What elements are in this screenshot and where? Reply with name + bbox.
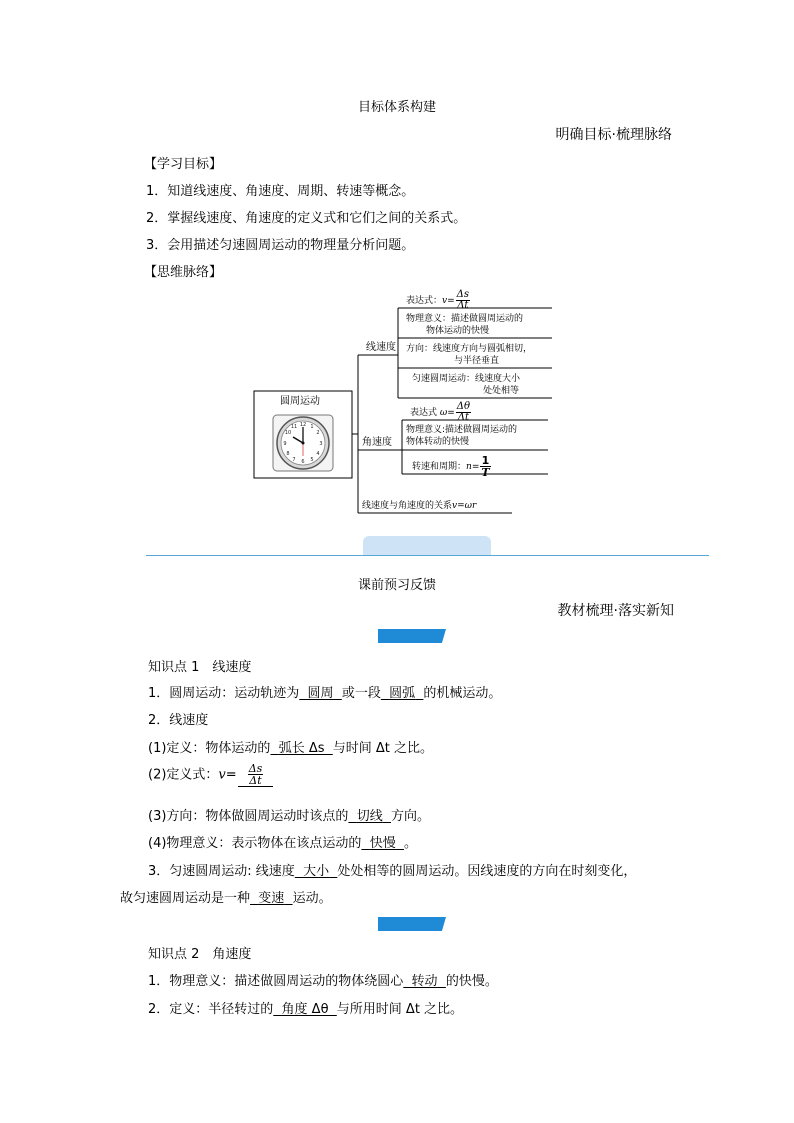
expr-lhs: ω <box>439 408 448 418</box>
fill-blank: 切线 <box>356 809 383 824</box>
svg-text:11: 11 <box>290 424 298 430</box>
fill-blank: 变速 <box>258 891 285 906</box>
svg-text:4: 4 <box>316 451 320 457</box>
svg-text:2: 2 <box>316 430 320 436</box>
kp2-line-1: 1．物理意义：描述做圆周运动的物体绕圆心 转动 的快慢。 <box>148 974 498 989</box>
mindmap-lines <box>0 0 794 560</box>
kp1-line-5: (3)方向：物体做圆周运动时该点的 切线 方向。 <box>148 809 430 824</box>
relation-formula: v=ωr <box>452 501 477 511</box>
svg-text:3: 3 <box>319 441 323 447</box>
goal-item: 3．会用描述匀速圆周运动的物理量分析问题。 <box>146 238 415 253</box>
expr-fraction: $\frac{\Delta\theta}{\Delta t}$ <box>456 401 471 423</box>
goals-header: 【学习目标】 <box>144 157 223 172</box>
fill-blank: 快慢 <box>369 836 396 851</box>
kp1-line-3: (1)定义：物体运动的 弧长 Δs 与时间 Δt 之比。 <box>148 741 434 756</box>
mindmap-linear-expression <box>406 290 471 311</box>
fill-blank: 大小 <box>303 864 330 879</box>
kp2-header: 知识点 2 角速度 <box>148 947 252 962</box>
mindmap-header: 【思维脉络】 <box>144 265 223 280</box>
svg-text:7: 7 <box>292 457 296 463</box>
relation-prefix: 线速度与角速度的关系 <box>362 501 453 511</box>
goal-item: 1．知道线速度、角速度、周期、转速等概念。 <box>146 184 415 199</box>
svg-text:10: 10 <box>284 430 292 436</box>
section-title-target: 目标体系构建 <box>357 100 436 115</box>
kp1-line-6: (4)物理意义：表示物体在该点运动的 快慢 。 <box>148 836 417 851</box>
svg-text:6: 6 <box>301 459 305 465</box>
mindmap-angular-label: 角速度 <box>362 437 392 448</box>
mindmap-linear-direction-1: 方向：线速度方向与圆弧相切， <box>406 344 533 354</box>
mindmap-linear-direction-2: 与半径垂直 <box>454 356 500 366</box>
expr-prefix: 表达式 <box>410 408 438 418</box>
mindmap-angular-meaning-2: 物体转动的快慢 <box>406 437 470 447</box>
kp1-header: 知识点 1 线速度 <box>148 660 252 675</box>
clock-icon <box>273 415 333 471</box>
mindmap-angular-period <box>412 455 492 478</box>
mindmap-linear-meaning-1: 物理意义：描述做圆周运动的 <box>406 314 524 324</box>
mindmap-angular-meaning-1: 物理意义:描述做圆周运动的 <box>406 425 518 435</box>
expr-eq: = <box>447 296 455 306</box>
mindmap-root: 圆周运动 <box>280 396 320 407</box>
expr-lhs: v <box>442 296 448 306</box>
mindmap-relation <box>362 500 476 512</box>
section-subtitle-preview: 教材梳理·落实新知 <box>557 603 674 619</box>
fill-blank: 圆弧 <box>389 686 416 701</box>
period-prefix: 转速和周期： <box>412 462 467 472</box>
kp1-line-4: (2)定义式：v= $\frac{\Delta s}{\Delta t}$ <box>148 763 274 787</box>
fill-blank: 圆周 <box>307 686 334 701</box>
kp1-line-1: 1．圆周运动：运动轨迹为 圆周 或一段 圆弧 的机械运动。 <box>148 686 502 701</box>
expr-prefix: 表达式： <box>406 296 443 306</box>
mindmap-linear-label: 线速度 <box>366 342 396 353</box>
period-eq: = <box>471 462 480 472</box>
mindmap-linear-uniform-2: 处处相等 <box>483 386 520 396</box>
kp2-line-2: 2．定义：半径转过的 角度 Δθ 与所用时间 Δt 之比。 <box>148 1002 464 1017</box>
expr-fraction: $\frac{\Delta s}{\Delta t}$ <box>456 289 470 311</box>
svg-text:5: 5 <box>310 457 314 463</box>
section-badge-2 <box>378 917 446 931</box>
section-divider <box>146 555 709 556</box>
section-tab-decoration <box>363 536 491 556</box>
section-badge-1 <box>378 629 446 643</box>
svg-text:9: 9 <box>283 441 287 447</box>
fill-blank: $\frac{\Delta s}{\Delta t}$ <box>237 768 275 783</box>
period-fraction: $\frac{1}{T}$ <box>481 454 490 479</box>
section-title-preview: 课前预习反馈 <box>357 578 436 593</box>
goal-item: 2．掌握线速度、角速度的定义式和它们之间的关系式。 <box>146 211 467 226</box>
svg-text:8: 8 <box>286 451 290 457</box>
svg-text:1: 1 <box>310 424 314 430</box>
section-subtitle-target: 明确目标·梳理脉络 <box>555 127 672 143</box>
expr-eq: = <box>447 408 455 418</box>
kp1-line-7: 3．匀速圆周运动: 线速度 大小 处处相等的圆周运动。因线速度的方向在时刻变化， <box>148 864 637 879</box>
svg-text:12: 12 <box>299 422 307 428</box>
fill-blank: 转动 <box>411 974 438 989</box>
period-lhs: n <box>466 462 472 472</box>
fill-blank: 弧长 Δs <box>278 741 325 756</box>
mindmap-linear-meaning-2: 物体运动的快慢 <box>426 326 490 336</box>
mindmap-linear-uniform-1: 匀速圆周运动：线速度大小 <box>412 374 521 384</box>
kp1-line-2: 2．线速度 <box>148 713 209 728</box>
fill-blank: 角度 Δθ <box>281 1002 329 1017</box>
mindmap-angular-expression <box>410 402 472 423</box>
kp1-line-8: 故匀速圆周运动是一种 变速 运动。 <box>120 891 332 906</box>
